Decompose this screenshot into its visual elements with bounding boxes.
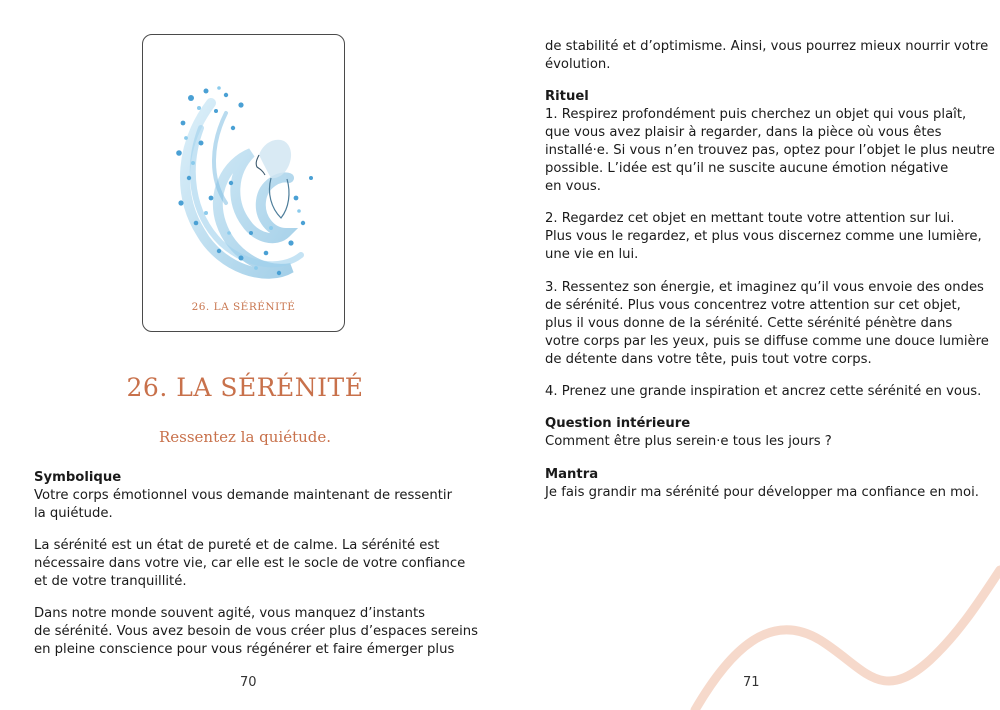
oracle-card <box>142 34 345 332</box>
mantra-section <box>545 466 979 502</box>
text-line: Dans notre monde souvent agité, vous manquez d’instants <box>34 606 426 621</box>
text-line: une vie en lui. <box>545 247 639 262</box>
text-line: en vous. <box>545 179 601 194</box>
symbolique-heading: Symbolique <box>34 470 122 485</box>
text-line: possible. L’idée est qu’il ne suscite aucune émotion négative <box>545 161 949 176</box>
text-line: installé·e. Si vous n’en trouvez pas, optez pour l’objet le plus neutre <box>545 143 995 158</box>
paragraph-3 <box>34 605 478 659</box>
text-line: 3. Ressentez son énergie, et imaginez qu’il vous envoie des ondes <box>545 280 984 295</box>
text-line: plus il vous donne de la sérénité. Cette sérénité pénètre dans <box>545 316 953 331</box>
text-line: Votre corps émotionnel vous demande maintenant de ressentir <box>34 488 452 503</box>
text-line: 1. Respirez profondément puis cherchez un objet qui vous plaît, <box>545 107 967 122</box>
text-line: évolution. <box>545 57 611 72</box>
serenity-illustration <box>171 83 321 293</box>
text-line: votre corps par les yeux, puis se diffuse comme une douce lumière <box>545 334 989 349</box>
text-line: de détente dans votre tête, puis tout votre corps. <box>545 352 872 367</box>
step-3 <box>545 279 989 369</box>
text-line: 4. Prenez une grande inspiration et ancrez cette sérénité en vous. <box>545 384 982 399</box>
page-number-right: 71 <box>743 675 760 690</box>
question-heading: Question intérieure <box>545 416 691 431</box>
chapter-title: 26. LA SÉRÉNITÉ <box>126 373 364 402</box>
text-line: que vous avez plaisir à regarder, dans la pièce où vous êtes <box>545 125 942 140</box>
text-line: 2. Regardez cet objet en mettant toute votre attention sur lui. <box>545 211 955 226</box>
text-line: La sérénité est un état de pureté et de calme. La sérénité est <box>34 538 440 553</box>
question-section <box>545 415 832 451</box>
right-page <box>500 0 1000 710</box>
symbolique-section <box>34 469 452 523</box>
text-line: de sérénité. Vous avez besoin de vous créer plus d’espaces sereins <box>34 624 479 639</box>
intro-section <box>545 38 988 74</box>
rituel-section <box>545 88 995 196</box>
text-line: la quiétude. <box>34 506 113 521</box>
text-line: en pleine conscience pour vous régénérer et faire émerger plus <box>34 642 455 657</box>
text-line: nécessaire dans votre vie, car elle est le socle de votre confiance <box>34 556 466 571</box>
text-line: de stabilité et d’optimisme. Ainsi, vous pourrez mieux nourrir votre <box>545 39 989 54</box>
page-number-left: 70 <box>240 675 257 690</box>
question-text: Comment être plus serein·e tous les jours ? <box>545 434 832 449</box>
mantra-heading: Mantra <box>545 467 599 482</box>
text-line: de sérénité. Plus vous concentrez votre attention sur cet objet, <box>545 298 961 313</box>
text-line: Plus vous le regardez, et plus vous discernez comme une lumière, <box>545 229 982 244</box>
chapter-subtitle: Ressentez la quiétude. <box>158 428 332 446</box>
card-caption: 26. LA SÉRÉNITÉ <box>191 301 296 313</box>
text-line: et de votre tranquillité. <box>34 574 187 589</box>
step-4 <box>545 383 981 401</box>
rituel-heading: Rituel <box>545 89 589 104</box>
paragraph-2 <box>34 537 465 591</box>
step-2 <box>545 210 982 264</box>
mantra-text: Je fais grandir ma sérénité pour développer ma confiance en moi. <box>545 485 979 500</box>
